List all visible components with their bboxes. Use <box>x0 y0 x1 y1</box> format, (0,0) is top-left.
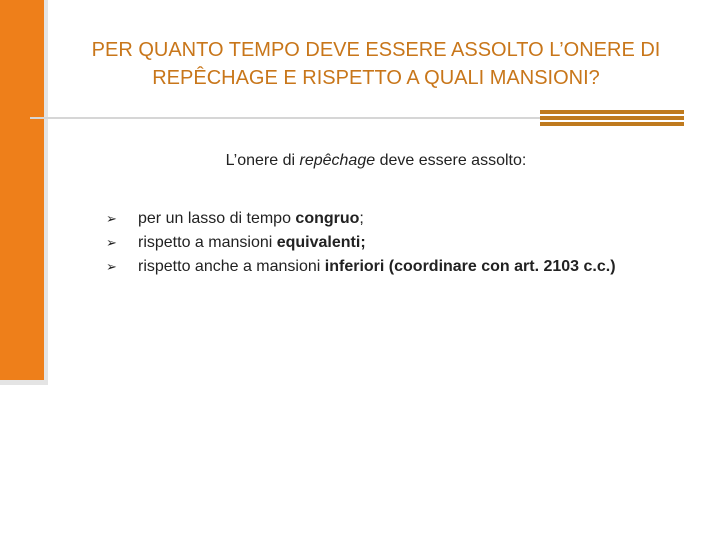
bullet-plain-text: per un lasso di tempo <box>138 210 296 227</box>
slide-title-line-1: PER QUANTO TEMPO DEVE ESSERE ASSOLTO L’ONERE DI <box>91 39 661 61</box>
bullet-bold-text: inferiori (coordinare con art. 2103 c.c.) <box>324 258 616 275</box>
slide-title <box>60 36 692 92</box>
bullet-bold-text: equivalenti; <box>276 234 366 251</box>
arrow-bullet-icon: ➢ <box>106 259 117 274</box>
arrow-bullet-icon: ➢ <box>106 211 117 226</box>
accent-side-bar <box>0 0 44 380</box>
intro-italic-term: repêchage <box>299 152 376 169</box>
arrow-bullet-icon: ➢ <box>106 235 117 250</box>
bullet-text <box>138 231 366 255</box>
bullet-bold-text: congruo <box>295 210 360 227</box>
bullet-text <box>138 255 616 279</box>
divider-accent-bar <box>540 116 684 120</box>
intro-sentence <box>60 150 692 172</box>
side-bar-shadow <box>44 0 48 385</box>
bullet-text <box>138 207 364 231</box>
title-divider-accent <box>540 110 684 126</box>
bullet-plain-text: rispetto a mansioni <box>138 234 277 251</box>
slide-title-line-2: REPÊCHAGE E RISPETTO A QUALI MANSIONI? <box>152 67 600 89</box>
side-bar-bottom-edge <box>0 380 48 385</box>
divider-accent-bar <box>540 110 684 114</box>
title-divider-line <box>30 117 550 119</box>
intro-text-start: L’onere di <box>225 152 300 169</box>
divider-accent-bar <box>540 122 684 126</box>
intro-text-end: deve essere assolto: <box>375 152 527 169</box>
bullet-tail-text: ; <box>359 210 364 227</box>
bullet-plain-text: rispetto anche a mansioni <box>138 258 325 275</box>
